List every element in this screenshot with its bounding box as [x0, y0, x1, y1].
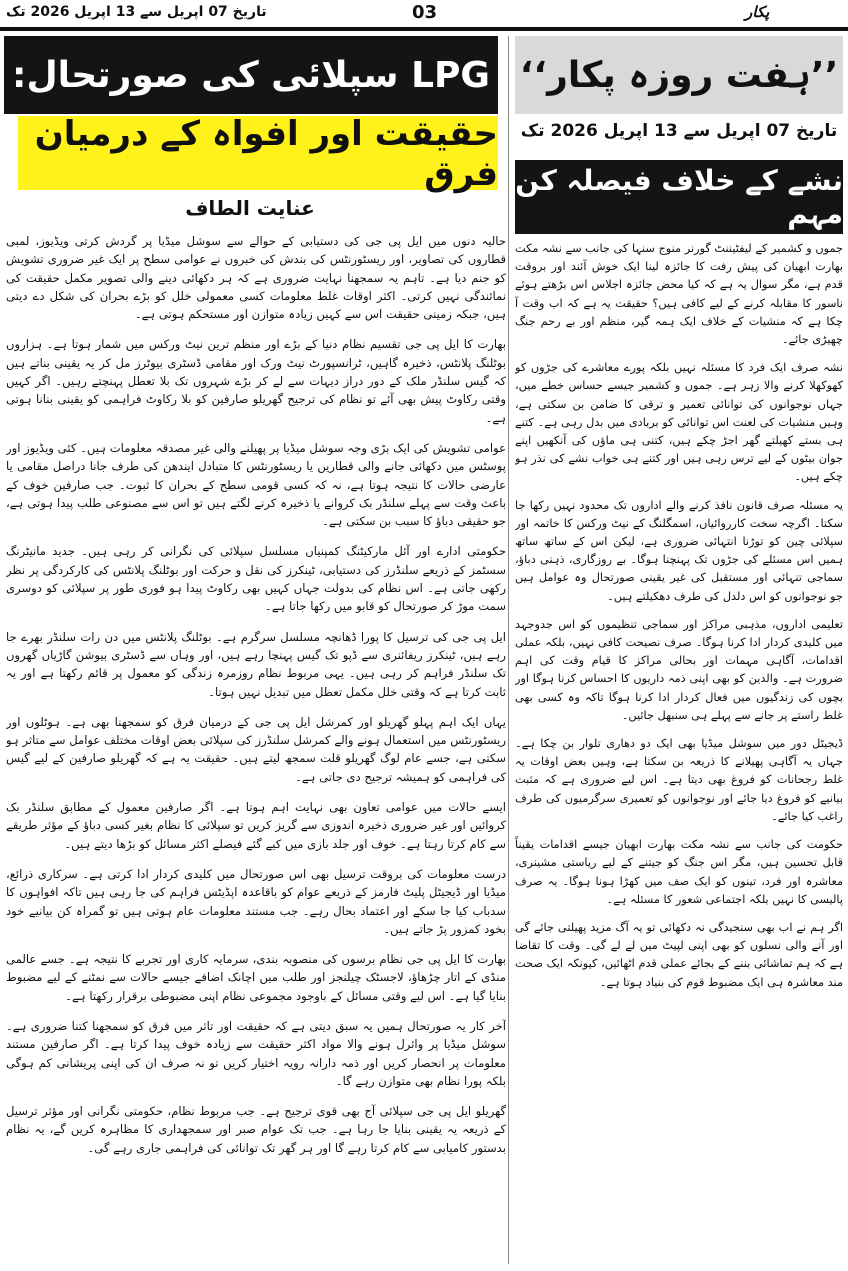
paragraph: بھارت کا ایل پی جی تقسیم نظام دنیا کے بڑے اور منظم ترین نیٹ ورکس میں شمار ہوتا ہے۔ ہزاروں بوٹلنگ پلانٹس، ذخیرہ گاہیں، ٹرانسپورٹ نیٹ ورک اور مقامی ڈسٹری بیوٹرز مل کر یہ یقینی بناتے ہیں کہ گیس سلنڈر ملک کے دور دراز دیہات سے لے کر بڑے شہروں تک بلا تعطل پہنچتے رہیں۔ اگر کہیں وقتی رکاوٹ پیش بھی آئے تو نظام کی ترجیح گھریلو صارفین کو بلا رکاوٹ فراہمی کو یقینی بنانا ہوتی ہے۔ [6, 337, 506, 425]
paragraph: جموں و کشمیر کے لیفٹیننٹ گورنر منوج سنہا کی جانب سے نشہ مکت بھارت ابھیان کی پیش رفت کا جائزہ لینا ایک خوش آئند اور بروقت قدم ہے، مگر سوال یہ ہے کہ کیا محض جائزہ اجلاس اس بڑھتے ہوئے ناسور کا مقابلہ کرنے کے لیے کافی ہیں؟ حقیقت یہ ہے کہ اب وقت آ چکا ہے کہ منشیات کے خلاف ایک ہمہ گیر، منظم اور بے رحم جنگ چھیڑی جائے۔ [515, 242, 843, 347]
article-author: عنایت الطاف [185, 196, 315, 220]
paragraph: بھارت کا ایل پی جی نظام برسوں کی منصوبہ بندی، سرمایہ کاری اور تجربے کا نتیجہ ہے۔ جسے عالمی منڈی کے اتار چڑھاؤ، لاجسٹک چیلنجز اور طلب میں اچانک اضافے جیسے حالات سے نمٹنے کے لیے مضبوط بنایا گیا ہے۔ اس لیے وقتی مسائل کے باوجود مجموعی نظام اپنی مضبوطی برقرار رکھتا ہے۔ [6, 952, 506, 1003]
right-article-body [515, 240, 843, 1264]
paragraph: ڈیجیٹل دور میں سوشل میڈیا بھی ایک دو دھاری تلوار بن چکا ہے۔ جہاں یہ آگاہی پھیلانے کا ذریعہ بن سکتا ہے، وہیں بعض اوقات یہ غلط رجحانات کو فروغ بھی دیتا ہے۔ اس لیے ضروری ہے کہ مثبت بیانیے کو فروغ دیا جائے اور نوجوانوں کو تعمیری سرگرمیوں کی طرف راغب کیا جائے۔ [515, 737, 843, 823]
left-headline-main: LPG سپلائی کی صورتحال: [4, 36, 498, 114]
header-date: تاریخ 07 اپریل سے 13 اپریل 2026 تک [6, 4, 267, 20]
header-rule [0, 27, 848, 31]
page-number: 03 [412, 2, 438, 23]
paragraph: حالیہ دنوں میں ایل پی جی کی دستیابی کے حوالے سے سوشل میڈیا پر گردش کرتی ویڈیوز، لمبی قطاروں کی تصاویر، اور ریسٹورنٹس کی بندش کی خبروں نے عوامی سطح پر ایک غیر ضروری تشویش کو جنم دیا ہے۔ تاہم یہ سمجھنا نہایت ضروری ہے کہ ہر دکھائی دینے والی تصویر مکمل حقیقت کی نمائندگی نہیں کرتی۔ اکثر اوقات غلط معلومات کسی معمولی خلل کو بڑے بحران کی شکل دے دیتی ہیں، جبکہ زمینی حقیقت اس سے کہیں زیادہ متوازن اور مستحکم ہوتی ہے۔ [6, 234, 506, 322]
right-headline: نشے کے خلاف فیصلہ کن مہم [515, 160, 843, 234]
paragraph: یہ مسئلہ صرف قانون نافذ کرنے والے اداروں تک محدود نہیں رکھا جا سکتا۔ اگرچہ سخت کارروائیاں، اسمگلنگ کے نیٹ ورکس کا خاتمہ اور سپلائی چین کو توڑنا انتہائی ضروری ہے، لیکن اس کے ساتھ ساتھ ہمیں اس مسئلے کی جڑوں تک پہنچنا ہوگا۔ بے روزگاری، ذہنی دباؤ، سماجی تنہائی اور مستقبل کی غیر یقینی صورتحال وہ عوامل ہیں جو نوجوانوں کو اس دلدل کی طرف دھکیلتے ہیں۔ [515, 498, 843, 603]
paragraph: گھریلو ایل پی جی سپلائی آج بھی قوی ترجیح ہے۔ جب مربوط نظام، حکومتی نگرانی اور مؤثر ترسیل کے ذریعہ یہ یقینی بنایا جا رہا ہے۔ جب تک عوام صبر اور سمجھداری کا مظاہرہ کریں گے، یہ نظام بدستور کامیابی سے کام کرتا رہے گا اور ہر گھر تک توانائی کی فراہمی جاری رہے گی۔ [6, 1104, 506, 1155]
masthead-date: تاریخ 07 اپریل سے 13 اپریل 2026 تک [520, 121, 838, 141]
paragraph: ایسے حالات میں عوامی تعاون بھی نہایت اہم ہوتا ہے۔ اگر صارفین معمول کے مطابق سلنڈر بک کروائیں اور غیر ضروری ذخیرہ اندوزی سے گریز کریں تو سپلائی کا نظام بغیر کسی دباؤ کے مؤثر طریقے سے کام کرتا رہتا ہے۔ خوف اور جلد بازی میں کیے گئے فیصلے اکثر مسائل کو بڑھا دیتے ہیں۔ [6, 800, 506, 851]
page-header [0, 0, 848, 26]
newspaper-logo: پکار [745, 3, 770, 21]
paragraph: ایل پی جی کی ترسیل کا پورا ڈھانچہ مسلسل سرگرم ہے۔ بوٹلنگ پلانٹس میں دن رات سلنڈر بھرے جا رہے ہیں، ٹینکرز ریفائنری سے ڈپو تک گیس پہنچا رہے ہیں، اور وہاں سے ڈسٹری بیوشن گاڑیاں گھروں تک سلنڈر فراہم کر رہی ہیں۔ یہی مربوط نظام روزمرہ زندگی کو معمول پر قائم رکھتا ہے اور یہ ثابت کرتا ہے کہ وقتی خلل مکمل تعطل میں تبدیل نہیں ہوتا۔ [6, 629, 506, 699]
paragraph: درست معلومات کی بروقت ترسیل بھی اس صورتحال میں کلیدی کردار ادا کرتی ہے۔ سرکاری ذرائع، میڈیا اور ڈیجیٹل پلیٹ فارمز کے ذریعے عوام کو باقاعدہ اپڈیٹس فراہم کی جا رہی ہیں تاکہ افواہوں کا سدباب کیا جا سکے اور اعتماد بحال رہے۔ جب مستند معلومات عام ہوتی ہیں تو گمراہ کن بیانیے خود بخود کمزور پڑ جاتے ہیں۔ [6, 866, 506, 936]
paragraph: یہاں ایک اہم پہلو گھریلو اور کمرشل ایل پی جی کے درمیان فرق کو سمجھنا بھی ہے۔ ہوٹلوں اور ریسٹورنٹس میں استعمال ہونے والے کمرشل سلنڈرز کی سپلائی بعض اوقات مختلف عوامل سے متاثر ہو سکتی ہے، جسے عام لوگ گھریلو قلت سمجھ لیتے ہیں۔ حقیقت یہ ہے کہ گھریلو صارفین کے لیے گیس کی فراہمی کو ہمیشہ ترجیح دی جاتی ہے۔ [6, 714, 506, 784]
paragraph: حکومت کی جانب سے نشہ مکت بھارت ابھیان جیسے اقدامات یقیناً قابل تحسین ہیں، مگر اس جنگ کو جیتنے کے لیے ریاستی مشینری، معاشرہ اور فرد، تینوں کو ایک صف میں کھڑا ہونا ہوگا۔ یہ صرف پالیسی کا نہیں بلکہ اجتماعی شعور کا مسئلہ ہے۔ [515, 838, 843, 906]
left-headline-sub: حقیقت اور افواہ کے درمیان فرق [18, 116, 498, 190]
paragraph: نشہ صرف ایک فرد کا مسئلہ نہیں بلکہ پورے معاشرے کی جڑوں کو کھوکھلا کرنے والا زہر ہے۔ جموں و کشمیر جیسے حساس خطے میں، جہاں نوجوانوں کی توانائی تعمیر و ترقی کا ضامن بن سکتی ہے، وہیں منشیات کی لعنت اس توانائی کو بربادی میں بدل رہی ہے۔ کتنے ہی بستے کھیلتے گھر اجڑ چکے ہیں، کتنی ہی ماؤں کی آنکھیں اپنے جوان بیٹوں کے لیے ترس رہی ہیں اور کتنے ہی خواب نشے کی نذر ہو چکے ہیں۔ [515, 361, 843, 484]
paragraph: اگر ہم نے اب بھی سنجیدگی نہ دکھائی تو یہ آگ مزید پھیلتی جائے گی اور آنے والی نسلوں کو بھی اپنی لپیٹ میں لے لے گی۔ وقت کا تقاضا ہے کہ ہم تماشائی بننے کے بجائے عملی قدم اٹھائیں، کیونکہ ایک صحت مند معاشرہ ہی ایک مضبوط قوم کی بنیاد ہوتا ہے۔ [515, 920, 843, 989]
left-article-body [6, 232, 506, 1262]
paragraph: تعلیمی اداروں، مذہبی مراکز اور سماجی تنظیموں کو اس جدوجہد میں کلیدی کردار ادا کرنا ہوگا۔ صرف نصیحت کافی نہیں، بلکہ عملی اقدامات، آگاہی مہمات اور بحالی مراکز کا قیام وقت کی اہم ضرورت ہے۔ والدین کو بھی اپنی ذمہ داریوں کا احساس کرنا ہوگا اور بچوں کی زندگیوں میں فعال کردار ادا کرنا ہوگا تاکہ وہ کسی بھی غلط راستے پر جانے سے پہلے ہی سنبھل جائیں۔ [515, 617, 843, 722]
paragraph: حکومتی ادارے اور آئل مارکیٹنگ کمپنیاں مسلسل سپلائی کی نگرانی کر رہی ہیں۔ جدید مانیٹرنگ سسٹمز کے ذریعے سلنڈرز کی دستیابی، ٹینکرز کی نقل و حرکت اور بوٹلنگ پلانٹس کی کارکردگی پر نظر رکھی جاتی ہے۔ اس نظام کی بدولت جہاں کہیں بھی رکاوٹ پیدا ہو فوری طور پر سپلائی کو دوسری سمت موڑ کر صورتحال کو قابو میں رکھا جاتا ہے۔ [6, 544, 506, 614]
masthead: ’’ہفت روزہ پکار‘‘ [515, 36, 843, 114]
column-divider [508, 36, 509, 1264]
paragraph: عوامی تشویش کی ایک بڑی وجہ سوشل میڈیا پر پھیلنے والی غیر مصدقہ معلومات ہیں۔ کئی ویڈیوز اور پوسٹس میں دکھائی جانے والی قطاریں یا ریسٹورنٹس کا متبادل ایندھن کی طرف جانا دراصل مقامی یا عارضی حالات کا نتیجہ ہوتا ہے، نہ کہ کسی قومی سطح کے بحران کا ثبوت۔ جب صارفین خوف کے باعث وقت سے پہلے سلنڈر بک کروانے یا ذخیرہ کرنے لگتے ہیں تو اس سے مصنوعی طلب پیدا ہوتی ہے، جو حقیقی دباؤ کا سبب بن سکتی ہے۔ [6, 440, 506, 529]
paragraph: آخر کار یہ صورتحال ہمیں یہ سبق دیتی ہے کہ حقیقت اور تاثر میں فرق کو سمجھنا کتنا ضروری ہے۔ سوشل میڈیا پر وائرل ہونے والا مواد اکثر حقیقت سے زیادہ خوف پیدا کرتا ہے۔ اگر صارفین مستند معلومات پر انحصار کریں اور ذمہ دارانہ رویہ اختیار کریں تو نہ صرف ان کی اپنی پریشانی کم ہوگی بلکہ پورا نظام بھی متوازن رہے گا۔ [6, 1018, 506, 1088]
